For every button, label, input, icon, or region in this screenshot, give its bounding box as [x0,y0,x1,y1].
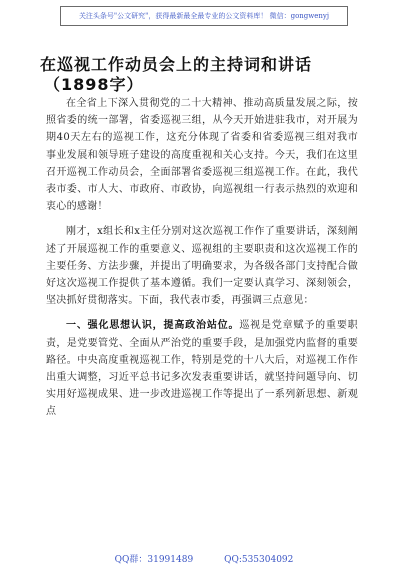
footer-qq-group: QQ群：31991489 [114,555,194,565]
footer-contact [0,552,408,565]
paragraph-1: 在全省上下深入贯彻党的二十大精神、推动高质量发展之际，按照省委的统一部署，省委巡视三组，从今天开始进驻我市，对开展为期40天左右的巡视工作，这充分体现了省委和省委巡视三组对我市事业发展和领导班子建设的高度重视和关心支持。今天，我们在这里召开巡视工作动员会，全面部署省委巡视三组巡视工作。在此，我代表市委、市人大、市政府、市政协，向巡视组一行表示热烈的欢迎和衷心的感谢！ [46,98,358,213]
title-wordcount: （1898字） [44,75,144,94]
paragraph-2: 刚才，x组长和x主任分别对这次巡视工作作了重要讲话，深刻阐述了开展巡视工作的重要意义、巡视组的主要职责和这次巡视工作的主要任务、方法步骤，并提出了明确要求，为各级各部门支持配合做好这次巡视工作提供了基本遵循。我们一定要认真学习、深刻领会，坚决抓好贯彻落实。下面，我代表市委，再强调三点意见： [46,226,358,307]
header-banner: 关注头条号"公文研究"，获得最新最全最专业的公文资料库！ 微信：gongwenyj [60,6,348,26]
paragraph-3 [46,317,358,420]
footer-qq: QQ:535304092 [224,555,294,565]
document-title [40,55,360,95]
document-body [46,95,358,421]
title-text: 在巡视工作动员会上的主持词和讲话 [40,55,313,74]
section-heading: 一、强化思想认识，提高政治站位。 [66,320,240,332]
paragraph-3-text: 巡视是党章赋予的重要职责，是党要管党、全面从严治党的重要手段，是加强党内监督的重要路径。中央高度重视巡视工作，特别是党的十八大后，对巡视工作作出重大调整，习近平总书记多次发表重要讲话，就坚持问题导向、切实用好巡视成果、进一步改进巡视工作等提出了一系列新思想、新观点 [46,320,358,418]
